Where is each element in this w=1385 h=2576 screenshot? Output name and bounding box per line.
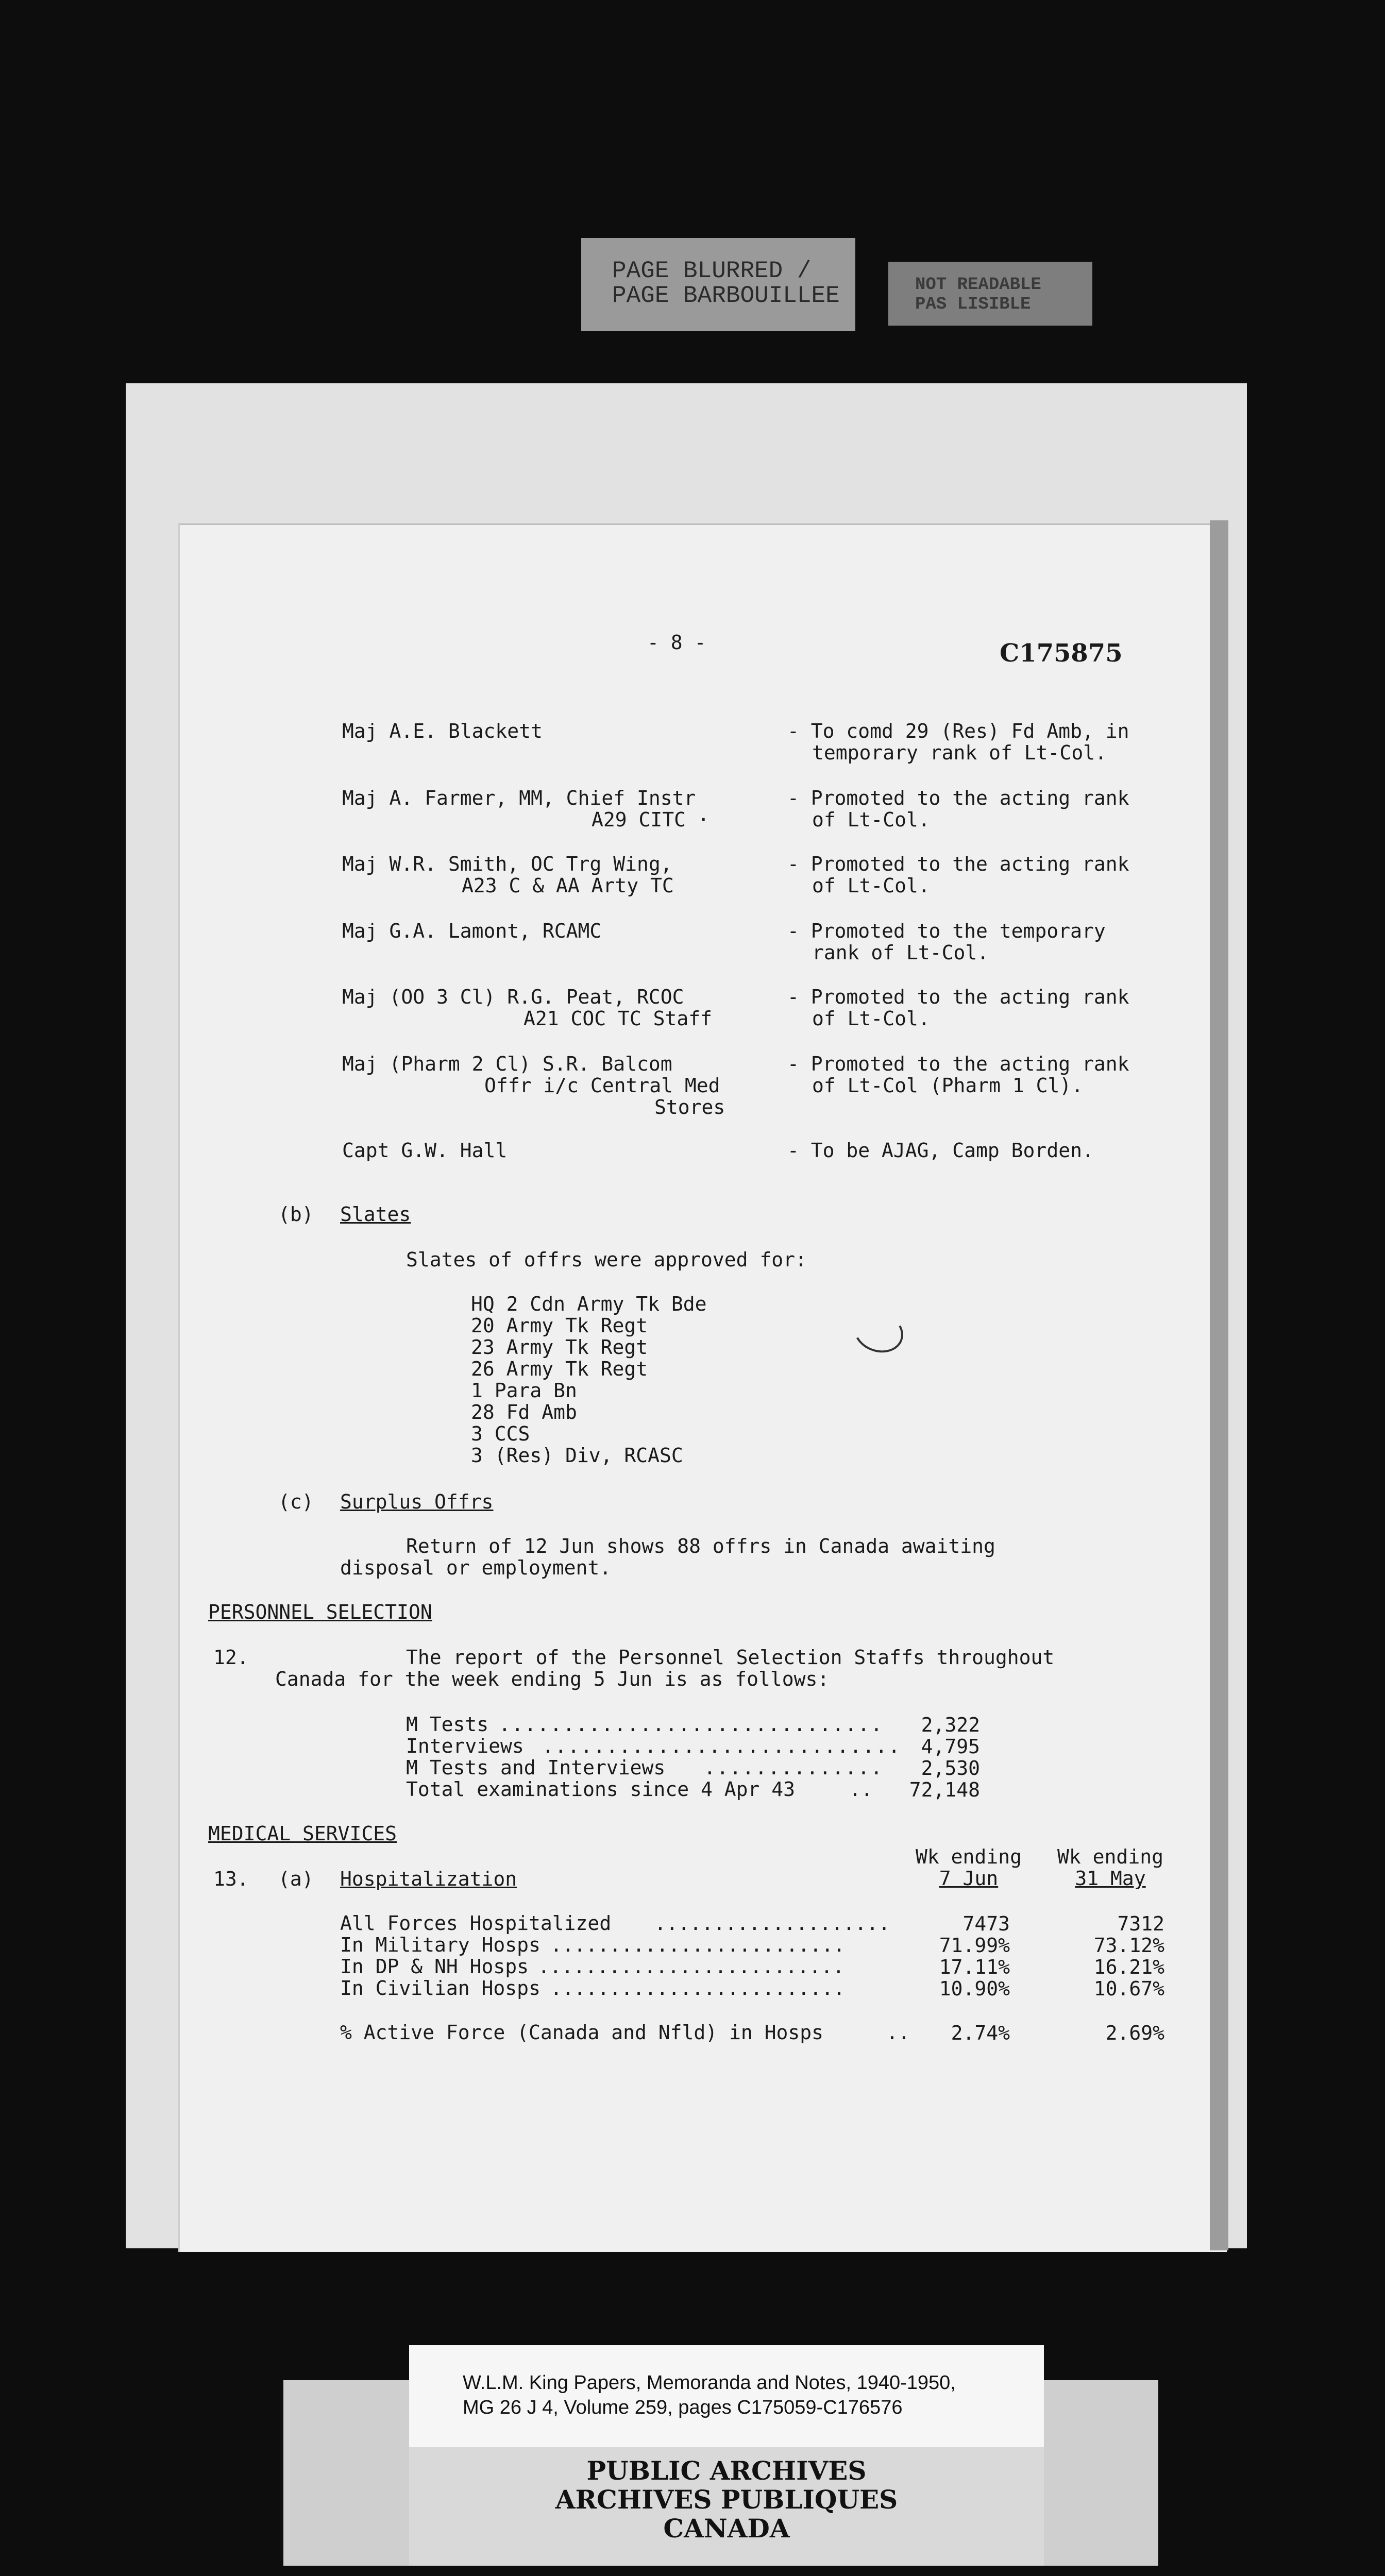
stamp-line: PAGE BARBOUILLEE xyxy=(612,282,840,309)
page-edge-shadow xyxy=(1210,520,1228,2250)
archive-line: PUBLIC ARCHIVES xyxy=(586,2455,867,2486)
section-text: Canada for the week ending 5 Jun is as follows: xyxy=(275,1668,830,1690)
unit-item: 3 (Res) Div, RCASC xyxy=(471,1444,683,1467)
appointment-action: temporary rank of Lt-Col. xyxy=(812,741,1107,764)
hosp-value-31may: 10.67% xyxy=(1093,1977,1164,2000)
unit-item: 28 Fd Amb xyxy=(471,1401,577,1423)
not-readable-stamp xyxy=(888,262,1092,326)
section-heading: Slates xyxy=(340,1203,411,1226)
column-header: Wk ending xyxy=(1057,1845,1163,1868)
appointment-name: Offr i/c Central Med xyxy=(484,1074,720,1097)
section-text: Return of 12 Jun shows 88 offrs in Canada awaiting xyxy=(406,1535,995,1557)
appointment-action: - Promoted to the temporary xyxy=(787,920,1106,942)
section-heading: Surplus Offrs xyxy=(340,1490,494,1513)
appointment-action: - Promoted to the acting rank xyxy=(787,853,1129,875)
appointment-name: Stores xyxy=(654,1096,725,1118)
unit-item: 3 CCS xyxy=(471,1422,530,1445)
unit-item: 26 Army Tk Regt xyxy=(471,1358,648,1380)
hosp-value-31may: 7312 xyxy=(1117,1912,1164,1935)
appointment-action: - Promoted to the acting rank xyxy=(787,986,1129,1008)
hosp-leader-dots: ......................... xyxy=(550,1977,845,1999)
paragraph-number: 12. xyxy=(213,1646,249,1669)
unit-item: 1 Para Bn xyxy=(471,1379,577,1402)
section-text: Slates of offrs were approved for: xyxy=(406,1248,807,1271)
section-marker: (a) xyxy=(278,1868,314,1890)
section-marker: (b) xyxy=(278,1203,314,1226)
hosp-leader-dots: .. xyxy=(886,2021,910,2044)
appointment-name: Maj (OO 3 Cl) R.G. Peat, RCOC xyxy=(342,986,684,1008)
page-number: - 8 - xyxy=(647,631,706,654)
appointment-name: Maj A.E. Blackett xyxy=(342,720,543,742)
section-heading: PERSONNEL SELECTION xyxy=(208,1601,432,1623)
appointment-name: Capt G.W. Hall xyxy=(342,1139,508,1162)
appointment-action: of Lt-Col. xyxy=(812,808,930,831)
appointment-name: Maj (Pharm 2 Cl) S.R. Balcom xyxy=(342,1053,672,1075)
citation-line: W.L.M. King Papers, Memoranda and Notes, 1940-1950, xyxy=(463,2372,956,2394)
hosp-label: In Military Hosps xyxy=(340,1934,541,1956)
active-force-value-31may: 2.69% xyxy=(1105,2022,1164,2044)
appointment-action: of Lt-Col. xyxy=(812,1007,930,1030)
stat-leader-dots: .............................. xyxy=(499,1713,884,1736)
stat-label: M Tests and Interviews xyxy=(406,1756,666,1779)
column-header: 7 Jun xyxy=(939,1867,999,1890)
hosp-label: All Forces Hospitalized xyxy=(340,1912,612,1935)
citation-card xyxy=(409,2345,1044,2447)
appointment-name: Maj G.A. Lamont, RCAMC xyxy=(342,920,602,942)
stat-label: Total examinations since 4 Apr 43 xyxy=(406,1778,795,1801)
stat-leader-dots: ............................ xyxy=(542,1735,901,1757)
active-force-value-7jun: 2.74% xyxy=(951,2022,1010,2044)
section-text: disposal or employment. xyxy=(340,1556,612,1579)
section-heading: MEDICAL SERVICES xyxy=(208,1822,397,1845)
archive-line: ARCHIVES PUBLIQUES xyxy=(555,2484,898,2515)
hosp-label: In DP & NH Hosps xyxy=(340,1955,529,1978)
stat-value: 72,148 xyxy=(909,1778,980,1801)
appointment-action: of Lt-Col. xyxy=(812,874,930,897)
archive-line: CANADA xyxy=(663,2513,790,2544)
appointment-name: A23 C & AA Arty TC xyxy=(462,874,674,897)
stat-value: 2,530 xyxy=(921,1757,980,1780)
stat-value: 4,795 xyxy=(921,1735,980,1758)
stamp-line: NOT READABLE xyxy=(915,275,1041,295)
stat-value: 2,322 xyxy=(921,1714,980,1736)
document-reference: C175875 xyxy=(1000,639,1123,668)
stamp-line: PAS LISIBLE xyxy=(915,295,1031,314)
hosp-value-7jun: 71.99% xyxy=(939,1934,1010,1957)
hosp-leader-dots: .......................... xyxy=(538,1955,844,1978)
stamp-line: PAGE BLURRED / xyxy=(612,258,812,284)
section-heading: Hospitalization xyxy=(340,1868,517,1890)
stat-leader-dots: .. xyxy=(849,1778,873,1801)
page-blurred-stamp xyxy=(581,238,855,331)
hosp-value-7jun: 10.90% xyxy=(939,1977,1010,2000)
section-text: The report of the Personnel Selection Staffs throughout xyxy=(406,1646,1055,1669)
unit-item: 20 Army Tk Regt xyxy=(471,1314,648,1337)
unit-item: HQ 2 Cdn Army Tk Bde xyxy=(471,1293,707,1315)
active-force-label: % Active Force (Canada and Nfld) in Hosps xyxy=(340,2021,823,2044)
appointment-action: rank of Lt-Col. xyxy=(812,941,989,964)
appointment-action: - Promoted to the acting rank xyxy=(787,1053,1129,1075)
appointment-name: Maj W.R. Smith, OC Trg Wing, xyxy=(342,853,672,875)
hosp-leader-dots: ......................... xyxy=(550,1934,845,1956)
stat-label: Interviews xyxy=(406,1735,524,1757)
appointment-name: A29 CITC · xyxy=(592,808,710,831)
archive-label xyxy=(409,2442,1044,2566)
appointment-name: Maj A. Farmer, MM, Chief Instr xyxy=(342,787,696,809)
appointment-action: of Lt-Col (Pharm 1 Cl). xyxy=(812,1074,1084,1097)
stat-leader-dots: .............. xyxy=(704,1756,884,1779)
unit-item: 23 Army Tk Regt xyxy=(471,1336,648,1359)
section-marker: (c) xyxy=(278,1490,314,1513)
appointment-action: - Promoted to the acting rank xyxy=(787,787,1129,809)
appointment-action: - To comd 29 (Res) Fd Amb, in xyxy=(787,720,1129,742)
citation-line: MG 26 J 4, Volume 259, pages C175059-C176576 xyxy=(463,2397,903,2418)
hosp-value-7jun: 7473 xyxy=(962,1912,1010,1935)
hosp-value-31may: 16.21% xyxy=(1093,1956,1164,1978)
column-header: Wk ending xyxy=(916,1845,1022,1868)
column-header: 31 May xyxy=(1075,1867,1146,1890)
stat-label: M Tests xyxy=(406,1713,489,1736)
hosp-leader-dots: .................... xyxy=(654,1912,890,1935)
paragraph-number: 13. xyxy=(213,1868,249,1890)
appointment-name: A21 COC TC Staff xyxy=(523,1007,713,1030)
appointment-action: - To be AJAG, Camp Borden. xyxy=(787,1139,1094,1162)
hosp-value-31may: 73.12% xyxy=(1093,1934,1164,1957)
hosp-label: In Civilian Hosps xyxy=(340,1977,541,1999)
hosp-value-7jun: 17.11% xyxy=(939,1956,1010,1978)
